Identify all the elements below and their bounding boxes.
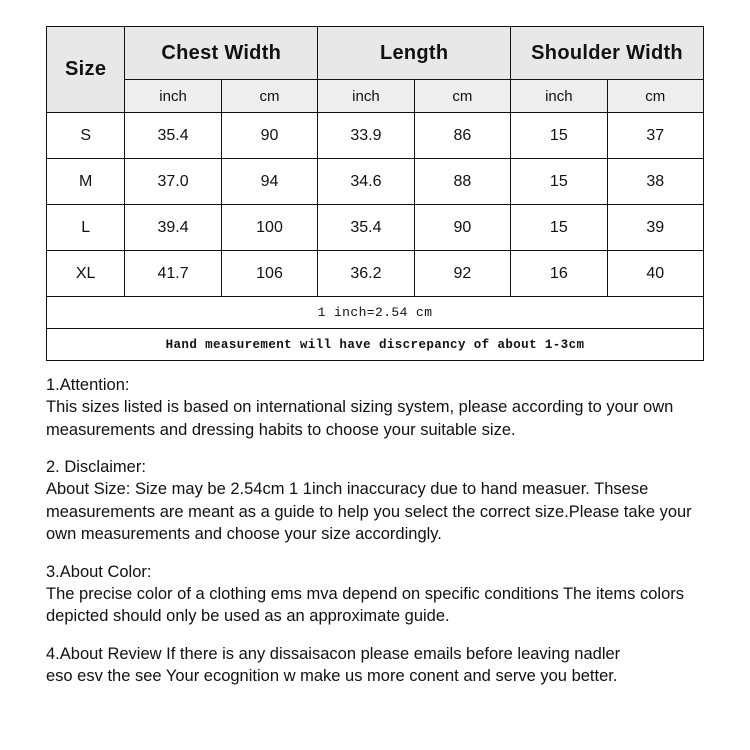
note-attention (46, 374, 711, 441)
cell-size: XL (47, 251, 125, 297)
cell-shoulder-cm: 40 (607, 251, 703, 297)
note-attention-title: 1.Attention: (46, 376, 130, 394)
note-about-color-body: The precise color of a clothing ems mva depend on specific conditions The items colors depicted should only be used as an approximate guide. (46, 584, 685, 625)
table-row (47, 113, 704, 159)
cell-shoulder-inch: 15 (511, 113, 607, 159)
unit-shoulder-inch: inch (511, 80, 607, 113)
table-row (47, 251, 704, 297)
unit-shoulder-cm: cm (607, 80, 703, 113)
table-row (47, 159, 704, 205)
unit-length-cm: cm (414, 80, 510, 113)
footnote-conversion: 1 inch=2.54 cm (47, 297, 704, 329)
cell-length-inch: 33.9 (318, 113, 414, 159)
note-about-review (46, 643, 711, 688)
cell-chest-inch: 35.4 (125, 113, 221, 159)
cell-length-inch: 36.2 (318, 251, 414, 297)
cell-chest-inch: 39.4 (125, 205, 221, 251)
cell-chest-cm: 94 (221, 159, 317, 205)
cell-shoulder-inch: 15 (511, 205, 607, 251)
table-footnote-conversion-row (47, 297, 704, 329)
table-footnote-discrepancy-row (47, 329, 704, 361)
cell-chest-inch: 37.0 (125, 159, 221, 205)
table-header-row (47, 27, 704, 80)
cell-chest-inch: 41.7 (125, 251, 221, 297)
cell-shoulder-inch: 15 (511, 159, 607, 205)
unit-chest-inch: inch (125, 80, 221, 113)
cell-length-inch: 34.6 (318, 159, 414, 205)
note-disclaimer (46, 456, 711, 546)
note-about-review-title: 4.About Review If there is any dissaisacon please emails before leaving nadler (46, 644, 621, 663)
cell-shoulder-cm: 38 (607, 159, 703, 205)
cell-length-inch: 35.4 (318, 205, 414, 251)
cell-size: M (47, 159, 125, 205)
cell-shoulder-cm: 37 (607, 113, 703, 159)
note-attention-body: This sizes listed is based on international sizing system, please according to your own measurements and dressing habits to choose your suitable size. (46, 398, 674, 439)
notes-section (46, 374, 711, 687)
note-about-color (46, 561, 711, 628)
header-chest-width: Chest Width (125, 27, 318, 80)
cell-chest-cm: 106 (221, 251, 317, 297)
table-row (47, 205, 704, 251)
header-length: Length (318, 27, 511, 80)
cell-length-cm: 90 (414, 205, 510, 251)
note-disclaimer-body: About Size: Size may be 2.54cm 1 1inch inaccuracy due to hand measuer. Thsese measurements are meant as a guide to help you select the correct size.Please take your own measurements and choose your size accordingly. (46, 480, 692, 543)
footnote-discrepancy: Hand measurement will have discrepancy of about 1-3cm (47, 329, 704, 361)
cell-length-cm: 92 (414, 251, 510, 297)
cell-length-cm: 88 (414, 159, 510, 205)
cell-shoulder-cm: 39 (607, 205, 703, 251)
cell-chest-cm: 90 (221, 113, 317, 159)
cell-shoulder-inch: 16 (511, 251, 607, 297)
note-about-review-body: eso esv the see Your ecognition w make us more conent and serve you better. (46, 666, 618, 685)
unit-length-inch: inch (318, 80, 414, 113)
header-size: Size (47, 27, 125, 113)
note-disclaimer-title: 2. Disclaimer: (46, 458, 146, 476)
cell-chest-cm: 100 (221, 205, 317, 251)
cell-size: S (47, 113, 125, 159)
table-unit-row (47, 80, 704, 113)
header-shoulder-width: Shoulder Width (511, 27, 704, 80)
cell-length-cm: 86 (414, 113, 510, 159)
size-chart-table (46, 26, 704, 361)
unit-chest-cm: cm (221, 80, 317, 113)
cell-size: L (47, 205, 125, 251)
note-about-color-title: 3.About Color: (46, 562, 152, 581)
